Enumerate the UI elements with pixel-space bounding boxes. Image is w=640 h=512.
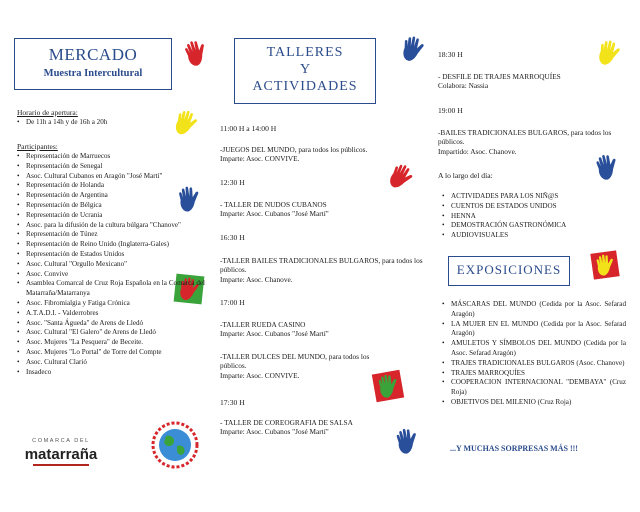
logo-underline	[33, 464, 89, 466]
blue-hand-top-icon	[398, 34, 427, 63]
event-title: -TALLER RUEDA CASINO	[220, 320, 306, 329]
exposicion-item: • COOPERACION INTERNACIONAL "DEMBAYA" (Cruz Roja)	[442, 378, 626, 398]
participant-item: • Representación de Reino Unido (Inglaterra-Gales)	[17, 240, 205, 250]
column-exposiciones	[428, 0, 640, 512]
event-extra: , para todos los públicos.	[220, 352, 370, 371]
hours-list	[17, 118, 177, 128]
blue-hand-icon	[591, 151, 623, 183]
red-hand-mid-icon	[384, 160, 419, 195]
mercado-title-box	[14, 38, 172, 90]
participant-item: • Asoc. Fibromialgia y Fatiga Crónica	[17, 299, 205, 309]
exposicion-item: • TRAJES TRADICIONALES BULGAROS (Asoc. Chanove)	[442, 359, 626, 369]
event-title: -JUEGOS DEL MUNDO	[220, 145, 295, 154]
participant-item: • Representación de Argentina	[17, 191, 205, 201]
event-by: Imparte: Asoc. Cubanos "José Martí"	[220, 329, 329, 339]
participant-item: • Asoc. Cultural "El Galero" de Arens de Lledó	[17, 328, 205, 338]
day-activity-item: • AUDIOVISUALES	[442, 231, 622, 241]
globe-hands-logo	[146, 420, 204, 470]
participants-label: Participantes:	[17, 142, 58, 151]
event-time: 19:00 H	[438, 106, 463, 115]
day-activity-item: • ACTIVIDADES PARA LOS NIÑ@S	[442, 192, 622, 202]
actividades-title: ACTIVIDADES	[252, 79, 358, 94]
exposicion-item: • LA MUJER EN EL MUNDO (Cedida por la Asoc. Sefarad Aragón)	[442, 320, 626, 340]
event-title: -TALLER BAILES TRADICIONALES BULGAROS	[220, 256, 379, 265]
event-block	[220, 418, 395, 437]
event-block	[220, 200, 395, 219]
event-time: 17:00 H	[220, 298, 245, 307]
blue-hand-bottom-icon	[392, 426, 423, 457]
event-time: 11:00 H a 14:00 H	[220, 124, 277, 133]
green-hand-on-red-icon	[374, 372, 402, 400]
participant-item: • Representación de Senegal	[17, 162, 205, 172]
participant-item: • Asoc. Cultural Cubanos en Aragón "José Martí"	[17, 172, 205, 182]
red-hand-icon	[179, 36, 212, 69]
participant-item: • Asamblea Comarcal de Cruz Roja Española en la Comarca del Matarraña/Matarranya	[17, 279, 205, 299]
participant-item: • Asoc. Mujeres "Lo Portal" de Torre del Compte	[17, 348, 205, 358]
participant-item: • Asoc. "Santa Águeda" de Arens de Lledó	[17, 319, 205, 329]
event-by: Imparte: Asoc. Chanove.	[220, 274, 293, 284]
event-title: -TALLER DULCES DEL MUNDO	[220, 352, 326, 361]
participant-item: • Representación de Túnez	[17, 230, 205, 240]
talleres-title: TALLERES	[266, 45, 344, 60]
participant-item: • Asoc. Convive	[17, 270, 205, 280]
participant-item: • Asoc. Cultural "Orgullo Mexicano"	[17, 260, 205, 270]
exposiciones-title-box	[448, 256, 570, 286]
participant-item: • Asoc. Mujeres "La Pesquera" de Beceite.	[17, 338, 205, 348]
logo-top-text: COMARCA DEL	[32, 438, 90, 444]
event-by: Colabora: Nassia	[438, 81, 489, 91]
yellow-hand-icon	[594, 38, 624, 68]
day-label: A lo largo del día:	[438, 171, 493, 180]
event-time: 18:30 H	[438, 50, 463, 59]
hours-label: Horario de apertura:	[17, 108, 78, 117]
mercado-subtitle: Muestra Intercultural	[43, 68, 143, 79]
event-extra: , para todos los públicos.	[294, 145, 368, 154]
event-title: - TALLER DE COREOGRAFIA DE SALSA	[220, 418, 353, 427]
event-by: Impartido: Asoc. Chanove.	[438, 146, 517, 156]
yellow-hand-on-red-icon	[593, 253, 618, 278]
participant-item: • Representación de Bélgica	[17, 201, 205, 211]
event-block	[220, 145, 395, 164]
participant-item: • Representación de Ucrania	[17, 211, 205, 221]
day-activity-item: • HENNA	[442, 212, 622, 222]
event-time: 17:30 H	[220, 398, 245, 407]
participants-list	[17, 152, 205, 377]
participant-item: • Insadeco	[17, 368, 205, 378]
event-extra: , para todos los públicos.	[438, 128, 612, 147]
exposicion-item: • MÁSCARAS DEL MUNDO (Cedida por la Asoc. Sefarad Aragón)	[442, 300, 626, 320]
event-by: Imparte: Asoc. CONVIVE.	[220, 154, 300, 164]
event-block	[438, 128, 618, 156]
participant-item: • Representación de Marruecos	[17, 152, 205, 162]
exposicion-item: • AMULETOS Y SÍMBOLOS DEL MUNDO (Cedida por la Asoc. Sefarad Aragón)	[442, 339, 626, 359]
exposicion-item: • OBJETIVOS DEL MILENIO (Cruz Roja)	[442, 398, 626, 408]
exposicion-item: • TRAJES MARROQUÍES	[442, 369, 626, 379]
event-title: - TALLER DE NUDOS CUBANOS	[220, 200, 327, 209]
event-block	[220, 256, 425, 284]
event-title: - DESFILE DE TRAJES MARROQUÍES	[438, 72, 561, 81]
comarca-logo	[16, 438, 106, 474]
participant-item: • A.T.A.D.I. - Valderrobres	[17, 309, 205, 319]
event-title: -BAILES TRADICIONALES BULGAROS	[438, 128, 568, 137]
closing-text: ...Y MUCHAS SORPRESAS MÁS !!!	[450, 444, 578, 453]
mercado-title: MERCADO	[48, 45, 138, 64]
day-activities-list	[442, 192, 622, 241]
column-mercado	[0, 0, 210, 512]
event-block	[220, 352, 378, 380]
event-block	[220, 320, 395, 339]
participant-item: • Asoc. para la difusión de la cultura búlgara "Chanove"	[17, 221, 205, 231]
red-square-hand	[590, 250, 619, 279]
column-talleres	[210, 0, 428, 512]
event-by: Imparte: Asoc. CONVIVE.	[220, 370, 300, 380]
event-time: 12:30 H	[220, 178, 245, 187]
participant-item: • Representación de Holanda	[17, 181, 205, 191]
participant-item: • Representación de Estados Unidos	[17, 250, 205, 260]
participant-item: • Asoc. Cultural Clarió	[17, 358, 205, 368]
event-block	[438, 72, 608, 91]
talleres-title-box	[234, 38, 376, 104]
day-activity-item: • DEMOSTRACIÓN GASTRONÓMICA	[442, 221, 622, 231]
day-activity-item: • CUENTOS DE ESTADOS UNIDOS	[442, 202, 622, 212]
hours-item: • De 11h a 14h y de 16h a 20h	[17, 118, 177, 128]
talleres-y: Y	[299, 62, 311, 77]
logo-main-text: matarraña	[24, 446, 98, 463]
exposiciones-list	[442, 300, 626, 408]
event-time: 16:30 H	[220, 233, 245, 242]
event-by: Imparte: Asoc. Cubanos "José Martí"	[220, 209, 329, 219]
event-extra: , para todos los públicos.	[220, 256, 423, 275]
event-by: Imparte: Asoc. Cubanos "José Martí"	[220, 427, 329, 437]
exposiciones-title: EXPOSICIONES	[456, 262, 562, 277]
